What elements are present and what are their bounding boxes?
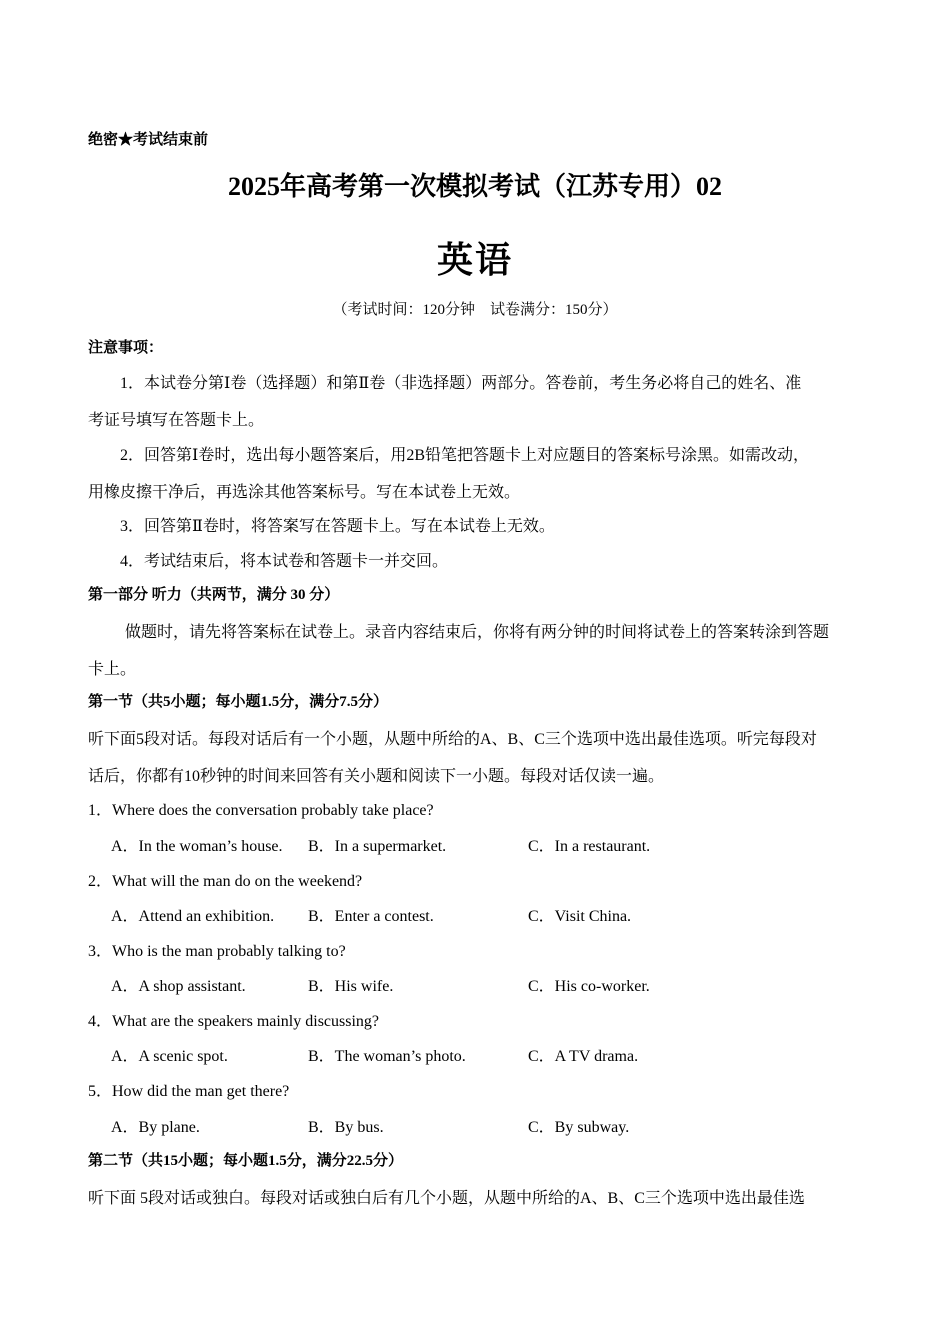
question-5-stem: 5．How did the man get there? <box>88 1083 290 1100</box>
question-1-stem: 1．Where does the conversation probably take place? <box>88 802 434 819</box>
notice-item-4: 4．考试结束后，将本试卷和答题卡一并交回。 <box>120 553 449 570</box>
question-2-option-a: A．Attend an exhibition. <box>111 908 275 925</box>
question-4-option-a: A．A scenic spot. <box>111 1048 228 1065</box>
section2-heading: 第二节（共15小题；每小题1.5分，满分22.5分） <box>88 1153 404 1169</box>
question-4-stem: 4．What are the speakers mainly discussing? <box>88 1013 380 1030</box>
exam-info: （考试时间：120分钟 试卷满分：150分） <box>332 302 618 318</box>
question-2-option-c: C．Visit China. <box>528 908 632 925</box>
part1-intro-line-2: 卡上。 <box>88 661 137 678</box>
question-3-option-a: A．A shop assistant. <box>111 978 246 995</box>
subject-title: 英语 <box>436 240 513 280</box>
notice-item-2-line-1: 2．回答第Ⅰ卷时，选出每小题答案后，用2B铅笔把答题卡上对应题目的答案标号涂黑。如需改动， <box>120 447 809 464</box>
part1-heading: 第一部分 听力（共两节，满分 30 分） <box>88 587 340 603</box>
notice-heading: 注意事项： <box>88 340 164 356</box>
secret-label: 绝密★考试结束前 <box>88 132 209 148</box>
question-1-option-a: A．In the woman’s house. <box>111 838 283 855</box>
question-3-option-b: B．His wife. <box>308 978 394 995</box>
notice-item-2-line-2: 用橡皮擦干净后，再选涂其他答案标号。写在本试卷上无效。 <box>88 484 521 501</box>
section1-instruction-line-2: 话后，你都有10秒钟的时间来回答有关小题和阅读下一小题。每段对话仅读一遍。 <box>88 768 665 785</box>
notice-item-3: 3．回答第Ⅱ卷时，将答案写在答题卡上。写在本试卷上无效。 <box>120 518 555 535</box>
question-5-option-c: C．By subway. <box>528 1119 630 1136</box>
notice-item-1-line-1: 1．本试卷分第Ⅰ卷（选择题）和第Ⅱ卷（非选择题）两部分。答卷前，考生务必将自己的姓名、准 <box>120 375 802 392</box>
question-3-option-c: C．His co-worker. <box>528 978 650 995</box>
section2-instruction-line-1: 听下面 5段对话或独白。每段对话或独白后有几个小题，从题中所给的A、B、C三个选项中选出最佳选 <box>88 1190 805 1207</box>
part1-intro-line-1: 做题时，请先将答案标在试卷上。录音内容结束后，你将有两分钟的时间将试卷上的答案转涂到答题 <box>125 624 830 641</box>
section1-heading: 第一节（共5小题；每小题1.5分，满分7.5分） <box>88 694 389 710</box>
question-4-option-c: C．A TV drama. <box>528 1048 639 1065</box>
question-5-option-b: B．By bus. <box>308 1119 384 1136</box>
exam-title: 2025年高考第一次模拟考试（江苏专用）02 <box>227 172 722 201</box>
question-5-option-a: A．By plane. <box>111 1119 200 1136</box>
question-4-option-b: B．The woman’s photo. <box>308 1048 466 1065</box>
question-2-option-b: B．Enter a contest. <box>308 908 434 925</box>
section1-instruction-line-1: 听下面5段对话。每段对话后有一个小题，从题中所给的A、B、C三个选项中选出最佳选项。听完每段对 <box>88 731 817 748</box>
question-3-stem: 3．Who is the man probably talking to? <box>88 943 346 960</box>
question-1-option-c: C．In a restaurant. <box>528 838 651 855</box>
question-2-stem: 2．What will the man do on the weekend? <box>88 873 363 890</box>
notice-item-1-line-2: 考证号填写在答题卡上。 <box>88 412 265 429</box>
question-1-option-b: B．In a supermarket. <box>308 838 447 855</box>
